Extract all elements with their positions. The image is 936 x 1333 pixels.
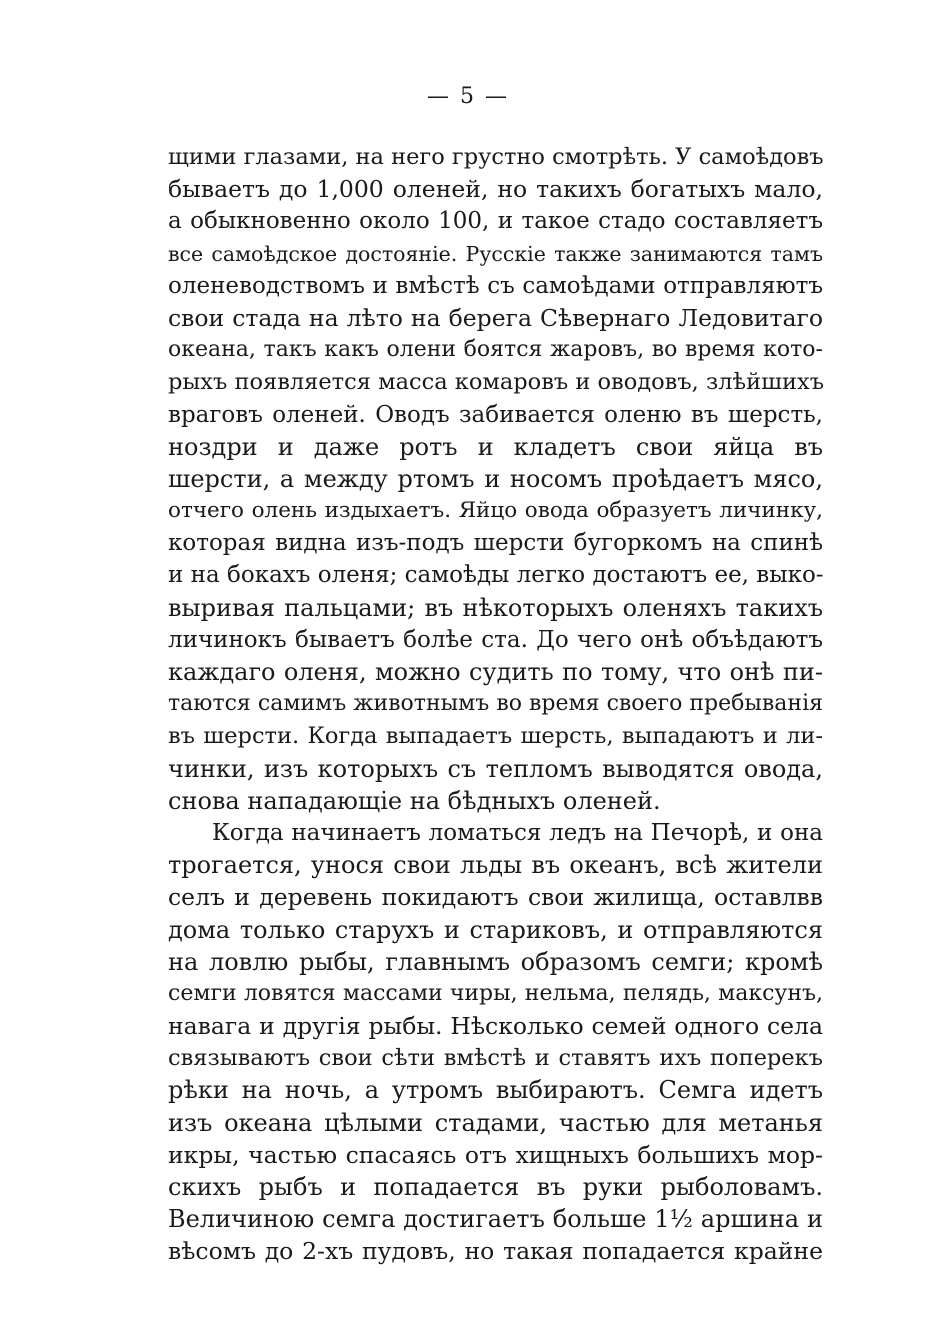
text-line: скихъ рыбъ и попадается въ руки рыболовамъ. bbox=[168, 1173, 823, 1201]
text-line: дома только старухъ и стариковъ, и отправляются bbox=[168, 915, 823, 944]
text-line: шерсти, а между ртомъ и носомъ проѣдаетъ мясо, bbox=[168, 464, 823, 493]
text-line: ноздри и даже ротъ и кладетъ свои яйца въ bbox=[168, 432, 823, 461]
paragraph-2 bbox=[168, 817, 823, 1268]
text-line: на ловлю рыбы, главнымъ образомъ семги; кромѣ bbox=[168, 947, 823, 976]
text-line: снова нападающіе на бѣдныхъ оленей. bbox=[168, 786, 661, 815]
paragraph-1 bbox=[168, 141, 823, 817]
text-line: рыхъ появляется масса комаровъ и оводовъ, злѣйшихъ bbox=[168, 369, 825, 396]
text-line: трогается, унося свои льды въ океанъ, всѣ жители bbox=[168, 851, 823, 880]
text-line: свои стада на лѣто на берега Сѣвернаго Ледовитаго bbox=[168, 303, 823, 332]
page-number: — 5 — bbox=[427, 84, 509, 109]
text-line: Когда начинаетъ ломаться ледъ на Печорѣ, и она bbox=[212, 819, 823, 846]
text-line: океана, такъ какъ олени боятся жаровъ, во время кото- bbox=[168, 337, 823, 363]
text-line: все самоѣдское достояніе. Русскіе также занимаются тамъ bbox=[168, 241, 823, 266]
text-line: личинокъ бываетъ болѣе ста. До чего онѣ объѣдаютъ bbox=[168, 626, 823, 653]
text-line: каждаго оленя, можно судить по тому, что онѣ пи- bbox=[168, 658, 823, 686]
text-line: которая видна изъ-подъ шерсти бугоркомъ на спинѣ bbox=[168, 530, 823, 557]
text-line: селъ и деревень покидаютъ свои жилища, оставлвв bbox=[168, 883, 823, 912]
text-line: отчего олень издыхаетъ. Яйцо овода образуетъ личинку, bbox=[168, 498, 823, 524]
text-line: и на бокахъ оленя; самоѣды легко достаютъ ее, выко- bbox=[168, 562, 824, 589]
text-line: выривая пальцами; въ нѣкоторыхъ оленяхъ такихъ bbox=[168, 593, 823, 622]
text-line: враговъ оленей. Оводъ забивается оленю въ шерсть, bbox=[168, 401, 823, 428]
text-line: вѣсомъ до 2-хъ пудовъ, но такая попадается крайне bbox=[168, 1237, 823, 1266]
text-line: таются самимъ животнымъ во время своего пребыванія bbox=[168, 691, 823, 717]
text-line: изъ океана цѣлыми стадами, частью для метанья bbox=[168, 1108, 823, 1137]
text-line: чинки, изъ которыхъ съ тепломъ выводятся овода, bbox=[168, 754, 823, 783]
text-line: въ шерсти. Когда выпадаетъ шерсть, выпадаютъ и ли- bbox=[168, 723, 823, 750]
text-line: икры, частью спасаясь отъ хищныхъ большихъ мор- bbox=[168, 1140, 823, 1169]
text-line: рѣки на ночь, а утромъ выбираютъ. Семга идетъ bbox=[168, 1076, 823, 1105]
text-line: бываетъ до 1,000 оленей, но такихъ богатыхъ мало, bbox=[168, 175, 823, 204]
text-line: связываютъ свои сѣти вмѣстѣ и ставятъ ихъ поперекъ bbox=[168, 1045, 823, 1072]
text-line: оленеводствомъ и вмѣстѣ съ самоѣдами отправляютъ bbox=[168, 272, 823, 299]
text-line: семги ловятся массами чиры, нельма, пелядь, максунъ, bbox=[168, 980, 823, 1006]
text-line: а обыкновенно около 100, и такое стадо составляетъ bbox=[168, 208, 823, 235]
text-line: навага и другія рыбы. Нѣсколько семей одного села bbox=[168, 1012, 823, 1041]
text-line: щими глазами, на него грустно смотрѣть. У самоѣдовъ bbox=[168, 144, 824, 170]
body-text bbox=[168, 141, 823, 1268]
text-line: Величиною семга достигаетъ больше 1½ аршина и bbox=[168, 1205, 823, 1234]
